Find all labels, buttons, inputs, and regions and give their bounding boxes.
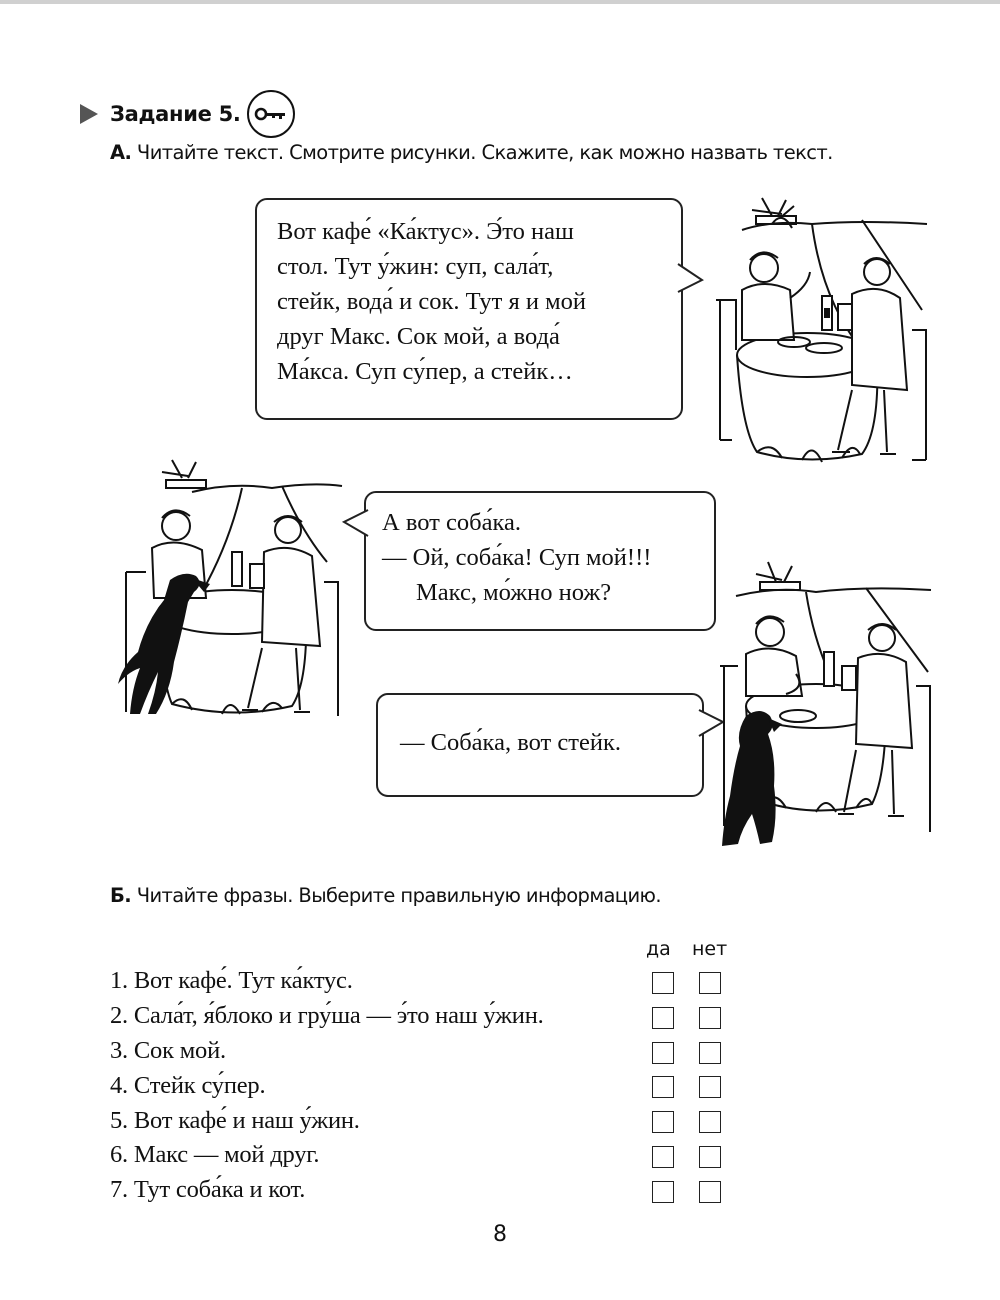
bubble-1-line: стейк, вода́ и сок. Тут я и мой [277, 288, 586, 315]
column-header-no: нет [692, 938, 728, 960]
task-header [76, 92, 295, 136]
key-icon [247, 90, 295, 138]
no-checkbox[interactable] [699, 1007, 721, 1029]
yes-checkbox[interactable] [652, 972, 674, 994]
speech-bubble-2-tail [340, 506, 370, 546]
task-title: Задание 5. [110, 102, 241, 126]
no-checkbox[interactable] [699, 1111, 721, 1133]
bubble-1-line: стол. Тут у́жин: суп, сала́т, [277, 253, 554, 280]
yes-checkbox[interactable] [652, 1007, 674, 1029]
statement-text: 1. Вот кафе́. Тут ка́ктус. [110, 967, 353, 995]
statement-row [110, 964, 750, 999]
statement-row [110, 999, 750, 1034]
no-checkbox[interactable] [699, 1181, 721, 1203]
statement-text: 2. Сала́т, я́блоко и гру́ша — э́то наш у́жин. [110, 1002, 544, 1030]
page-number: 8 [493, 1222, 507, 1247]
statement-text: 4. Стейк су́пер. [110, 1071, 266, 1099]
no-checkbox[interactable] [699, 972, 721, 994]
triangle-bullet-icon [76, 101, 102, 127]
instruction-b [110, 884, 661, 907]
column-header-yes: да [646, 938, 671, 960]
bubble-2-line: — Ой, соба́ка! Суп мой!!! [382, 544, 652, 571]
statement-text: 6. Макс — мой друг. [110, 1141, 320, 1169]
no-checkbox[interactable] [699, 1146, 721, 1168]
speech-bubble-1-tail [676, 262, 706, 302]
yes-checkbox[interactable] [652, 1042, 674, 1064]
instruction-b-text: Читайте фразы. Выберите правильную информацию. [136, 884, 661, 907]
cafe-table-illustration-1 [712, 190, 934, 468]
bubble-3-line: — Соба́ка, вот стейк. [400, 729, 621, 756]
bubble-2-line: Макс, мо́жно нож? [416, 579, 612, 606]
top-rule [0, 0, 1000, 4]
yes-checkbox[interactable] [652, 1111, 674, 1133]
bubble-1-line: друг Макс. Сок мой, а вода́ [277, 323, 560, 350]
no-checkbox[interactable] [699, 1042, 721, 1064]
statement-list [110, 964, 750, 1208]
section-letter-b: Б. [110, 884, 132, 907]
yes-checkbox[interactable] [652, 1181, 674, 1203]
speech-bubble-2 [364, 491, 716, 631]
section-letter-a: А. [110, 141, 132, 164]
instruction-a [110, 141, 833, 164]
cafe-table-dog-illustration-3 [716, 556, 936, 852]
speech-bubble-1 [255, 198, 683, 420]
speech-bubble-3 [376, 693, 704, 797]
cafe-table-dog-illustration-2 [112, 452, 344, 730]
statement-row [110, 1173, 750, 1208]
statement-row [110, 1068, 750, 1103]
statement-text: 7. Тут соба́ка и кот. [110, 1176, 306, 1204]
bubble-1-line: Вот кафе́ «Ка́ктус». Э́то наш [277, 218, 574, 245]
yes-checkbox[interactable] [652, 1076, 674, 1098]
statement-row [110, 1138, 750, 1173]
bubble-2-line: А вот соба́ка. [382, 509, 521, 536]
statement-text: 5. Вот кафе́ и наш у́жин. [110, 1106, 360, 1134]
statement-text: 3. Сок мой. [110, 1036, 226, 1064]
instruction-a-text: Читайте текст. Смотрите рисунки. Скажите, как можно назвать текст. [136, 141, 833, 164]
no-checkbox[interactable] [699, 1076, 721, 1098]
yes-checkbox[interactable] [652, 1146, 674, 1168]
bubble-1-line: Ма́кса. Суп су́пер, а стейк… [277, 358, 573, 385]
statement-row [110, 1103, 750, 1138]
statement-row [110, 1034, 750, 1069]
